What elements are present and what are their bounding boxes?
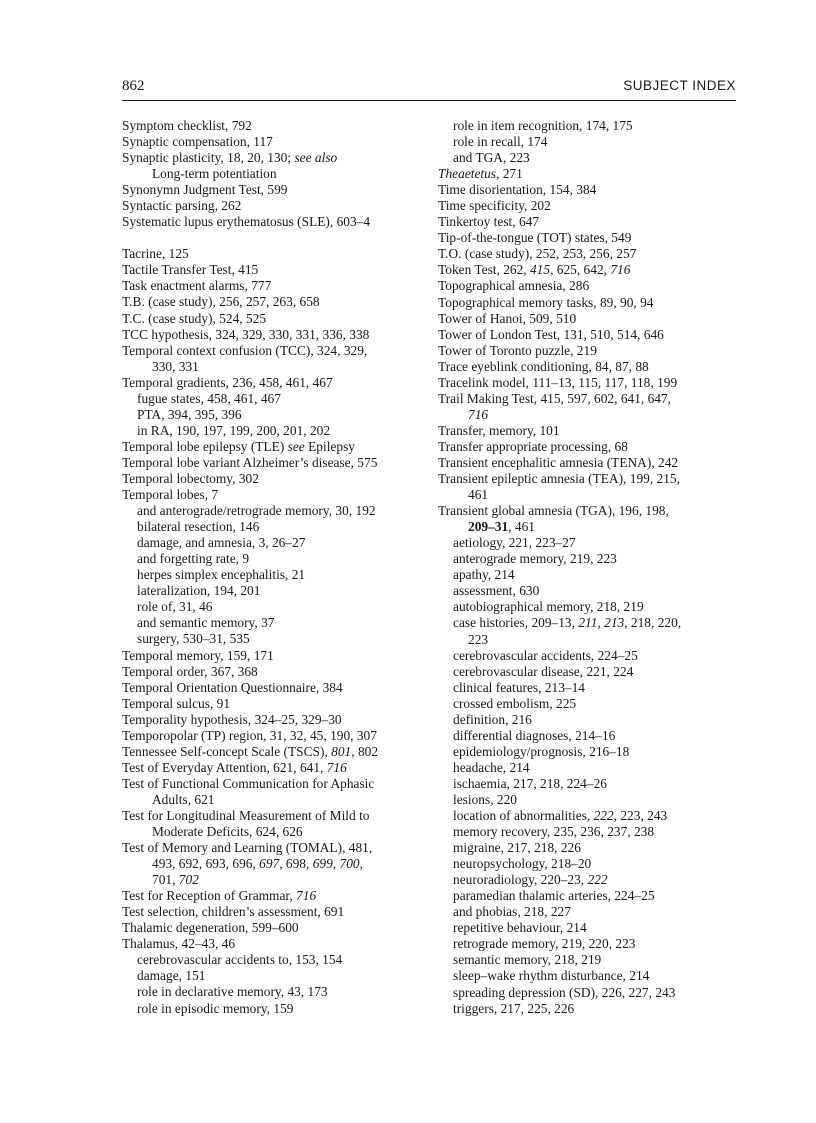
index-entry: Test of Functional Communication for Aphasic (122, 775, 375, 791)
index-subentry: lesions, 220 (453, 791, 517, 807)
index-entry: Time disorientation, 154, 384 (438, 182, 597, 198)
index-subentry: 461 (468, 487, 489, 503)
running-title: SUBJECT INDEX (623, 78, 736, 93)
index-entry: Transient global amnesia (TGA), 196, 198, (438, 503, 669, 519)
index-subentry: herpes simplex encephalitis, 21 (137, 567, 306, 583)
index-entry: Test selection, children’s assessment, 691 (122, 904, 345, 920)
index-entry: Temporality hypothesis, 324–25, 329–30 (122, 711, 342, 727)
index-entry: Temporal order, 367, 368 (122, 663, 258, 679)
index-subentry: Adults, 621 (152, 791, 215, 807)
index-entry: Systematic lupus erythematosus (SLE), 603–4 (122, 214, 371, 230)
index-entry: T.O. (case study), 252, 253, 256, 257 (438, 246, 637, 262)
page-number: 862 (122, 78, 145, 94)
index-entry: Synaptic plasticity, 18, 20, 130; see also (122, 150, 338, 166)
index-subentry: repetitive behaviour, 214 (453, 920, 587, 936)
index-entry: Temporal gradients, 236, 458, 461, 467 (122, 374, 333, 390)
index-entry: Temporal memory, 159, 171 (122, 647, 274, 663)
index-subentry: role in episodic memory, 159 (137, 1000, 294, 1016)
index-subentry: location of abnormalities, 222, 223, 243 (453, 808, 668, 824)
index-subentry: bilateral resection, 146 (137, 519, 260, 535)
index-subentry: and semantic memory, 37 (137, 615, 275, 631)
index-subentry: role in declarative memory, 43, 173 (137, 984, 328, 1000)
index-subentry: 223 (468, 631, 489, 647)
index-letter-gap (122, 230, 424, 246)
index-entry: Test for Longitudinal Measurement of Mild to (122, 807, 370, 823)
index-entry: T.C. (case study), 524, 525 (122, 310, 267, 326)
index-entry: Transient epileptic amnesia (TEA), 199, 215, (438, 471, 680, 487)
index-entry: Temporal lobe epilepsy (TLE) see Epilepsy (122, 438, 355, 454)
index-subentry: Long-term potentiation (152, 166, 277, 182)
index-entry: Tactile Transfer Test, 415 (122, 262, 259, 278)
index-subentry: triggers, 217, 225, 226 (453, 1000, 575, 1016)
index-subentry: 493, 692, 693, 696, 697, 698, 699, 700, (152, 856, 363, 872)
index-entry: Tower of Toronto puzzle, 219 (438, 342, 597, 358)
index-entry: Thalamic degeneration, 599–600 (122, 920, 299, 936)
index-entry: Synonymn Judgment Test, 599 (122, 182, 288, 198)
index-entry: Tip-of-the-tongue (TOT) states, 549 (438, 230, 632, 246)
index-column-left (122, 118, 424, 1017)
index-subentry: damage, and amnesia, 3, 26–27 (137, 535, 306, 551)
header-rule (122, 100, 736, 101)
index-subentry: cerebrovascular disease, 221, 224 (453, 663, 634, 679)
index-entry: Temporal sulcus, 91 (122, 695, 231, 711)
index-subentry: role in item recognition, 174, 175 (453, 118, 633, 133)
index-entry: Transfer, memory, 101 (438, 422, 560, 438)
index-subentry: and forgetting rate, 9 (137, 551, 250, 567)
index-subentry: role of, 31, 46 (137, 599, 213, 615)
index-entry: Temporal lobectomy, 302 (122, 470, 259, 486)
index-entry: Temporal lobe variant Alzheimer’s disease, 575 (122, 454, 378, 470)
index-entry: Temporal context confusion (TCC), 324, 329, (122, 342, 368, 358)
index-subentry: and anterograde/retrograde memory, 30, 192 (137, 503, 376, 519)
index-entry: Token Test, 262, 415, 625, 642, 716 (438, 262, 631, 278)
index-subentry: damage, 151 (137, 968, 206, 984)
index-subentry: epidemiology/prognosis, 216–18 (453, 743, 630, 759)
index-subentry: cerebrovascular accidents to, 153, 154 (137, 952, 343, 968)
index-subentry: 330, 331 (152, 358, 199, 374)
index-subentry: ischaemia, 217, 218, 224–26 (453, 775, 607, 791)
index-entry: Topographical amnesia, 286 (438, 278, 590, 294)
index-subentry: fugue states, 458, 461, 467 (137, 390, 281, 406)
index-subentry: aetiology, 221, 223–27 (453, 535, 576, 551)
index-subentry: semantic memory, 218, 219 (453, 952, 602, 968)
index-subentry: differential diagnoses, 214–16 (453, 727, 616, 743)
index-entry: Theaetetus, 271 (438, 166, 523, 182)
index-entry: Test of Memory and Learning (TOMAL), 481, (122, 840, 373, 856)
index-subentry: spreading depression (SD), 226, 227, 243 (453, 984, 676, 1000)
index-entry: Time specificity, 202 (438, 198, 551, 214)
index-subentry: and phobias, 218, 227 (453, 904, 571, 920)
index-entry: Temporal lobes, 7 (122, 487, 219, 503)
index-entry: Topographical memory tasks, 89, 90, 94 (438, 294, 654, 310)
index-entry: Temporal Orientation Questionnaire, 384 (122, 679, 343, 695)
index-subentry: retrograde memory, 219, 220, 223 (453, 936, 636, 952)
index-entry: Test for Reception of Grammar, 716 (122, 888, 317, 904)
index-entry: Transient encephalitic amnesia (TENA), 242 (438, 454, 679, 470)
index-entry: Synaptic compensation, 117 (122, 134, 273, 150)
index-entry: Thalamus, 42–43, 46 (122, 936, 236, 952)
index-entry: Temporopolar (TP) region, 31, 32, 45, 190, 307 (122, 727, 377, 743)
index-subentry: autobiographical memory, 218, 219 (453, 599, 644, 615)
index-entry: Tennessee Self-concept Scale (TSCS), 801, 802 (122, 743, 379, 759)
index-subentry: role in recall, 174 (453, 134, 548, 150)
index-entry: Tower of Hanoi, 509, 510 (438, 310, 577, 326)
index-entry: Tacrine, 125 (122, 246, 189, 262)
index-subentry: case histories, 209–13, 211, 213, 218, 220, (453, 615, 682, 631)
index-subentry: clinical features, 213–14 (453, 679, 585, 695)
index-subentry: in RA, 190, 197, 199, 200, 201, 202 (137, 422, 331, 438)
index-entry: Syntactic parsing, 262 (122, 198, 242, 214)
index-subentry: sleep–wake rhythm disturbance, 214 (453, 968, 650, 984)
index-entry: TCC hypothesis, 324, 329, 330, 331, 336, 338 (122, 326, 370, 342)
index-subentry: migraine, 217, 218, 226 (453, 840, 581, 856)
index-subentry: 701, 702 (152, 872, 199, 888)
index-subentry: lateralization, 194, 201 (137, 583, 261, 599)
index-subentry: Moderate Deficits, 624, 626 (152, 824, 303, 840)
index-entry: Transfer appropriate processing, 68 (438, 438, 628, 454)
index-subentry: cerebrovascular accidents, 224–25 (453, 647, 638, 663)
index-entry: Task enactment alarms, 777 (122, 278, 272, 294)
index-subentry: 716 (468, 406, 489, 422)
index-subentry: apathy, 214 (453, 567, 515, 583)
index-entry: Trail Making Test, 415, 597, 602, 641, 647, (438, 390, 672, 406)
index-subentry: PTA, 394, 395, 396 (137, 406, 242, 422)
index-subentry: 209–31, 461 (468, 519, 535, 535)
index-entry: Test of Everyday Attention, 621, 641, 716 (122, 759, 347, 775)
index-subentry: headache, 214 (453, 759, 530, 775)
index-subentry: memory recovery, 235, 236, 237, 238 (453, 824, 655, 840)
index-entry: Tower of London Test, 131, 510, 514, 646 (438, 326, 664, 342)
index-subentry: definition, 216 (453, 711, 532, 727)
index-entry: Trace eyeblink conditioning, 84, 87, 88 (438, 358, 649, 374)
index-entry: Symptom checklist, 792 (122, 118, 252, 133)
index-entry: T.B. (case study), 256, 257, 263, 658 (122, 294, 320, 310)
index-subentry: anterograde memory, 219, 223 (453, 551, 617, 567)
index-subentry: paramedian thalamic arteries, 224–25 (453, 888, 655, 904)
index-subentry: neuropsychology, 218–20 (453, 856, 592, 872)
index-subentry: crossed embolism, 225 (453, 695, 577, 711)
running-header (122, 76, 736, 100)
index-column-right (438, 118, 736, 1017)
index-subentry: and TGA, 223 (453, 150, 530, 166)
index-subentry: surgery, 530–31, 535 (137, 631, 250, 647)
index-entry: Tracelink model, 111–13, 115, 117, 118, 199 (438, 374, 678, 390)
index-entry: Tinkertoy test, 647 (438, 214, 540, 230)
index-subentry: assessment, 630 (453, 583, 540, 599)
index-subentry: neuroradiology, 220–23, 222 (453, 872, 608, 888)
